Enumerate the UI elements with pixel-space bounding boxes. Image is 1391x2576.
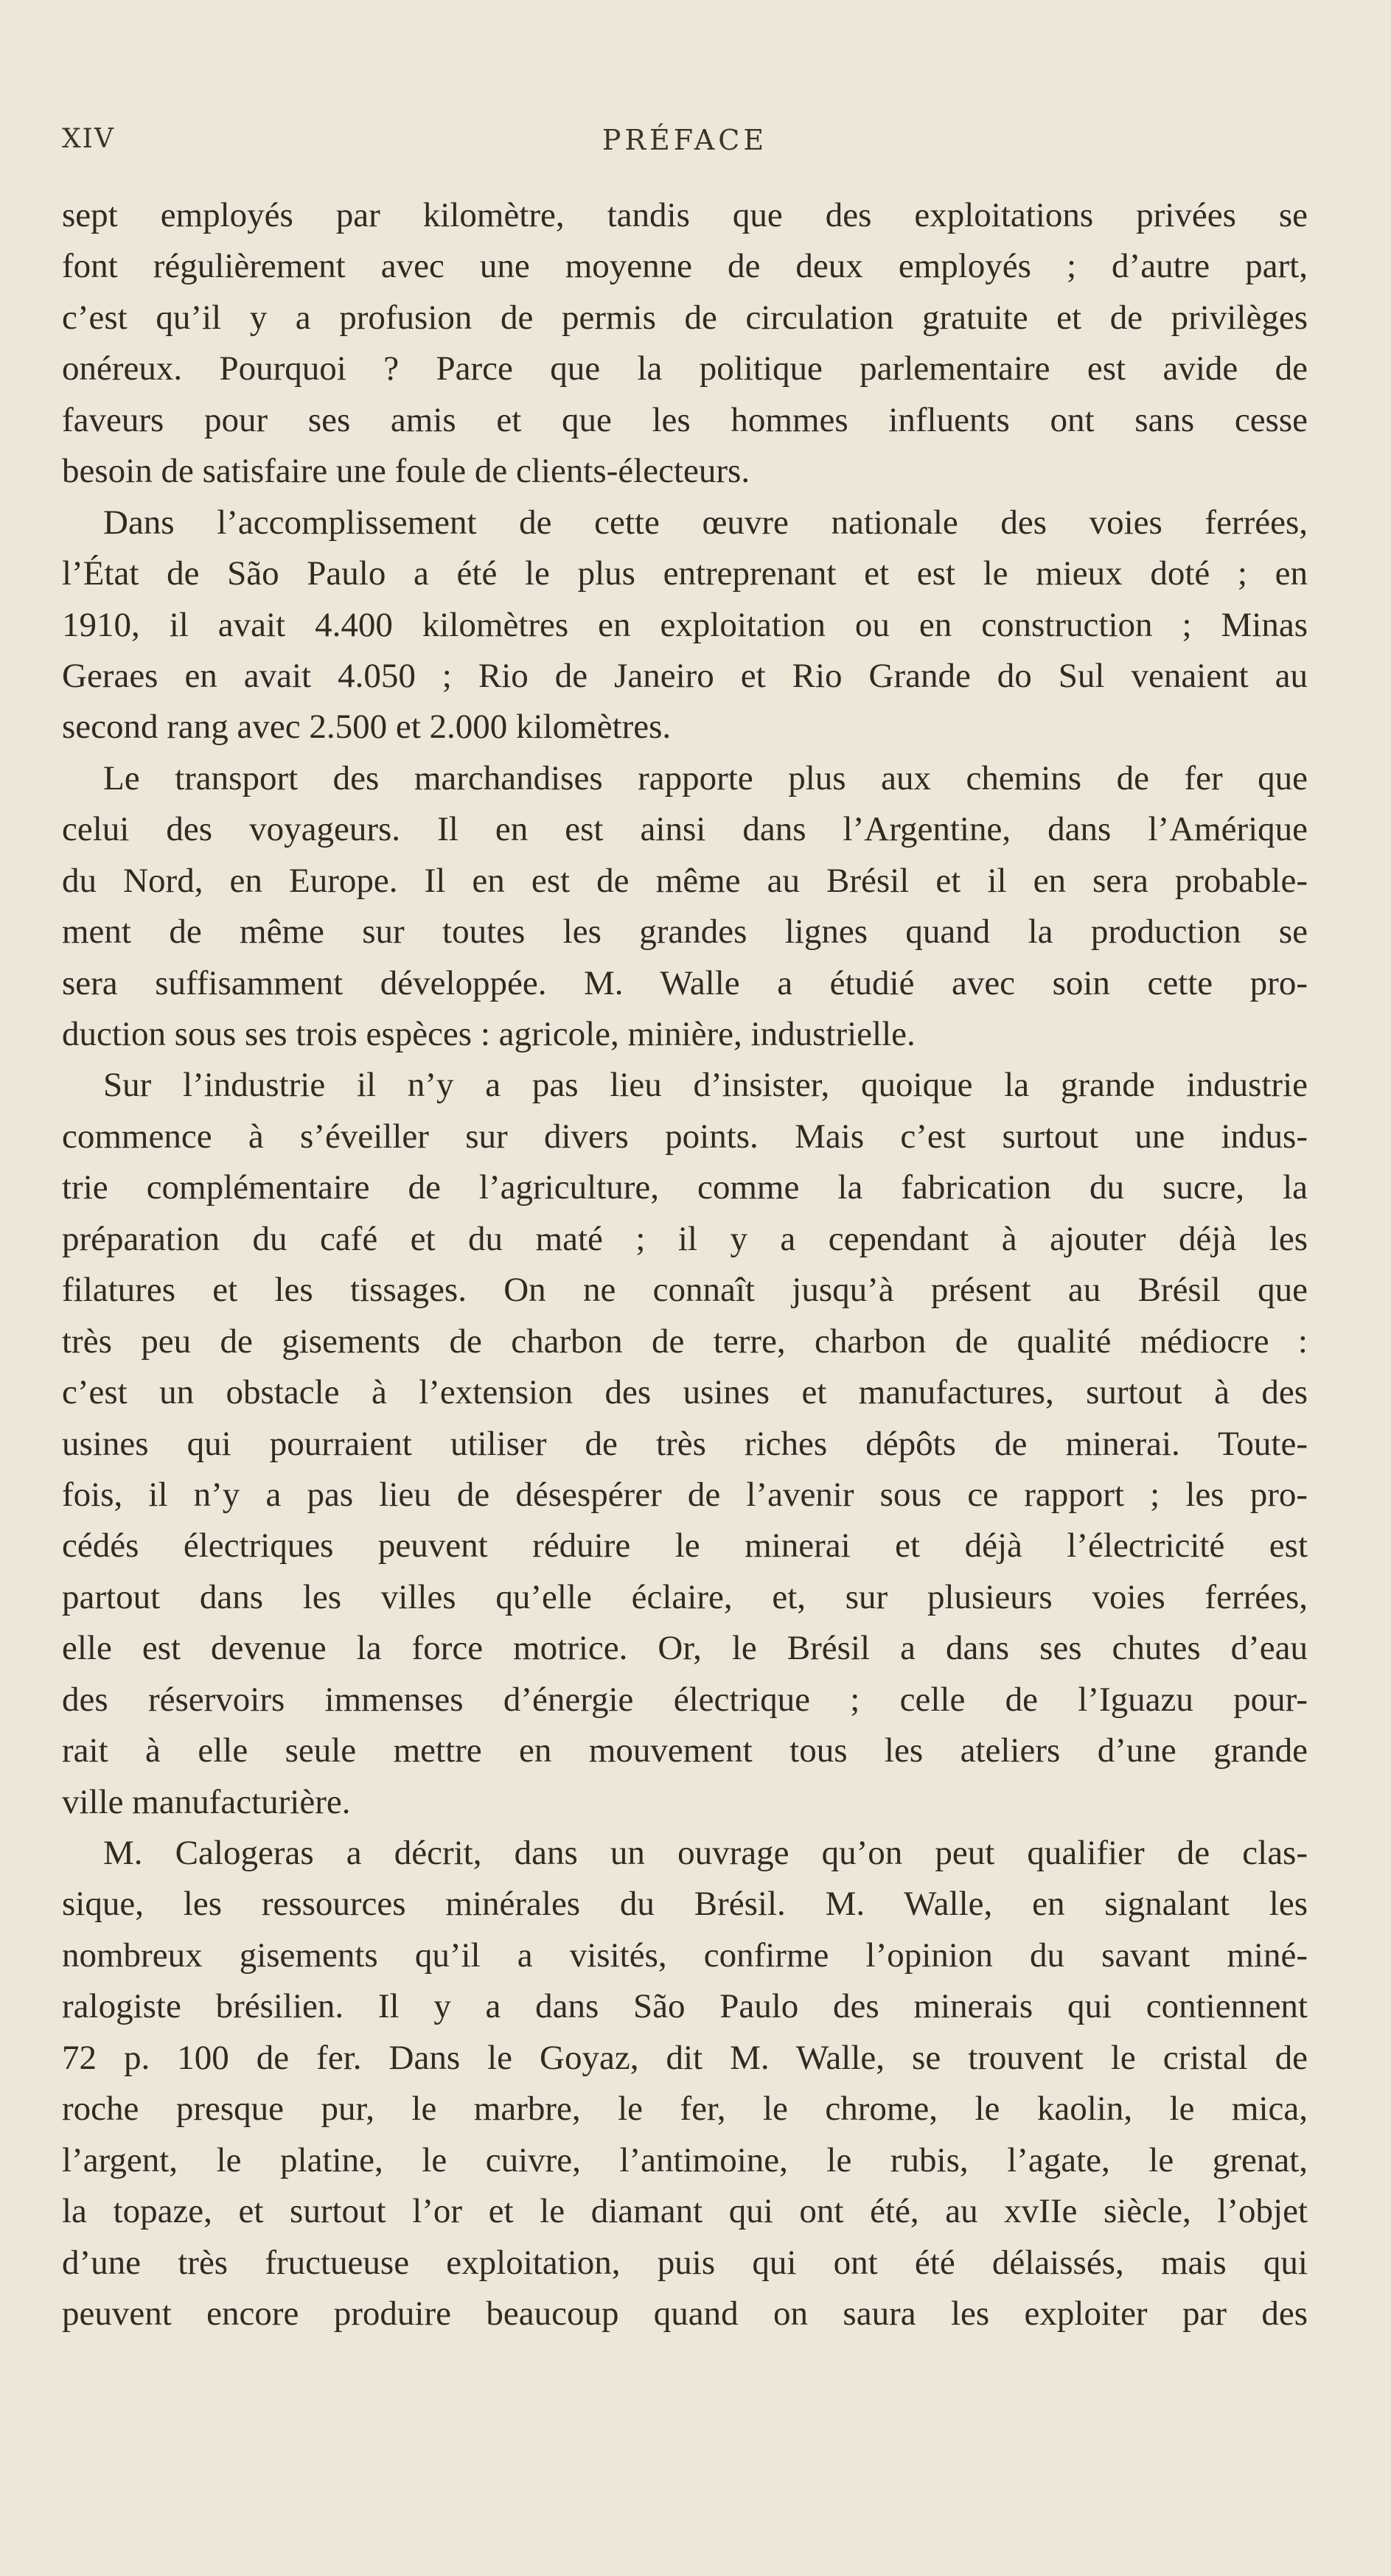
text-line: filatures et les tissages. On ne connaît jusqu’à présent au Brésil que	[62, 1271, 1308, 1310]
page-header	[62, 118, 1308, 170]
text-line: second rang avec 2.500 et 2.000 kilomètres.	[62, 708, 672, 747]
text-line: onéreux. Pourquoi ? Parce que la politique parlementaire est avide de	[62, 349, 1308, 388]
text-line: roche presque pur, le marbre, le fer, le chrome, le kaolin, le mica,	[62, 2090, 1308, 2129]
text-line: du Nord, en Europe. Il en est de même au Brésil et il en sera probable-	[62, 861, 1308, 900]
text-line: rait à elle seule mettre en mouvement tous les ateliers d’une grande	[62, 1731, 1308, 1770]
text-line: sique, les ressources minérales du Brésil. M. Walle, en signalant les	[62, 1885, 1308, 1924]
text-line: c’est un obstacle à l’extension des usines et manufactures, surtout à des	[62, 1373, 1308, 1412]
text-line: ville manufacturière.	[62, 1782, 351, 1821]
body-text	[62, 190, 1308, 2339]
text-line: Dans l’accomplissement de cette œuvre nationale des voies ferrées,	[103, 503, 1308, 542]
text-line: sept employés par kilomètre, tandis que des exploitations privées se	[62, 196, 1308, 234]
text-line: la topaze, et surtout l’or et le diamant qui ont été, au xvIIe siècle, l’objet	[62, 2192, 1308, 2231]
text-line: Sur l’industrie il n’y a pas lieu d’insister, quoique la grande industrie	[103, 1066, 1308, 1105]
text-line: 1910, il avait 4.400 kilomètres en exploitation ou en construction ; Minas	[62, 605, 1308, 644]
text-line: usines qui pourraient utiliser de très riches dépôts de minerai. Toute-	[62, 1424, 1308, 1463]
text-line: d’une très fructueuse exploitation, puis qui ont été délaissés, mais qui	[62, 2243, 1308, 2282]
text-line: 72 p. 100 de fer. Dans le Goyaz, dit M. Walle, se trouvent le cristal de	[62, 2038, 1308, 2077]
text-line: préparation du café et du maté ; il y a cependant à ajouter déjà les	[62, 1219, 1308, 1258]
text-line: trie complémentaire de l’agriculture, comme la fabrication du sucre, la	[62, 1168, 1308, 1207]
text-line: très peu de gisements de charbon de terre, charbon de qualité médiocre :	[62, 1322, 1308, 1361]
text-line: faveurs pour ses amis et que les hommes influents ont sans cesse	[62, 400, 1308, 439]
text-line: ment de même sur toutes les grandes lignes quand la production se	[62, 912, 1308, 952]
text-line: commence à s’éveiller sur divers points. Mais c’est surtout une indus-	[62, 1117, 1308, 1156]
text-line: font régulièrement avec une moyenne de deux employés ; d’autre part,	[62, 247, 1308, 286]
text-line: l’État de São Paulo a été le plus entreprenant et est le mieux doté ; en	[62, 554, 1308, 593]
text-line: fois, il n’y a pas lieu de désespérer de l’avenir sous ce rapport ; les pro-	[62, 1475, 1308, 1514]
page-number: XIV	[62, 124, 115, 154]
text-line: M. Calogeras a décrit, dans un ouvrage qu’on peut qualifier de clas-	[103, 1834, 1308, 1872]
text-line: Le transport des marchandises rapporte plus aux chemins de fer que	[103, 758, 1308, 797]
text-line: celui des voyageurs. Il en est ainsi dans l’Argentine, dans l’Amérique	[62, 810, 1308, 849]
text-line: sera suffisamment développée. M. Walle a étudié avec soin cette pro-	[62, 963, 1308, 1002]
text-line: duction sous ses trois espèces : agricole, minière, industrielle.	[62, 1015, 916, 1053]
text-line: partout dans les villes qu’elle éclaire, et, sur plusieurs voies ferrées,	[62, 1577, 1308, 1616]
text-line: cédés électriques peuvent réduire le minerai et déjà l’électricité est	[62, 1526, 1308, 1566]
text-line: c’est qu’il y a profusion de permis de circulation gratuite et de privilèges	[62, 298, 1308, 337]
text-line: Geraes en avait 4.050 ; Rio de Janeiro et Rio Grande do Sul venaient au	[62, 656, 1308, 695]
text-line: nombreux gisements qu’il a visités, confirme l’opinion du savant miné-	[62, 1936, 1308, 1975]
text-line: peuvent encore produire beaucoup quand on saura les exploiter par des	[62, 2294, 1308, 2333]
text-line: des réservoirs immenses d’énergie électrique ; celle de l’Iguazu pour-	[62, 1680, 1308, 1719]
text-line: l’argent, le platine, le cuivre, l’antimoine, le rubis, l’agate, le grenat,	[62, 2140, 1308, 2179]
running-title: PRÉFACE	[602, 124, 768, 156]
text-line: besoin de satisfaire une foule de clients-électeurs.	[62, 452, 750, 491]
text-line: ralogiste brésilien. Il y a dans São Paulo des minerais qui contiennent	[62, 1987, 1308, 2026]
text-line: elle est devenue la force motrice. Or, le Brésil a dans ses chutes d’eau	[62, 1629, 1308, 1668]
